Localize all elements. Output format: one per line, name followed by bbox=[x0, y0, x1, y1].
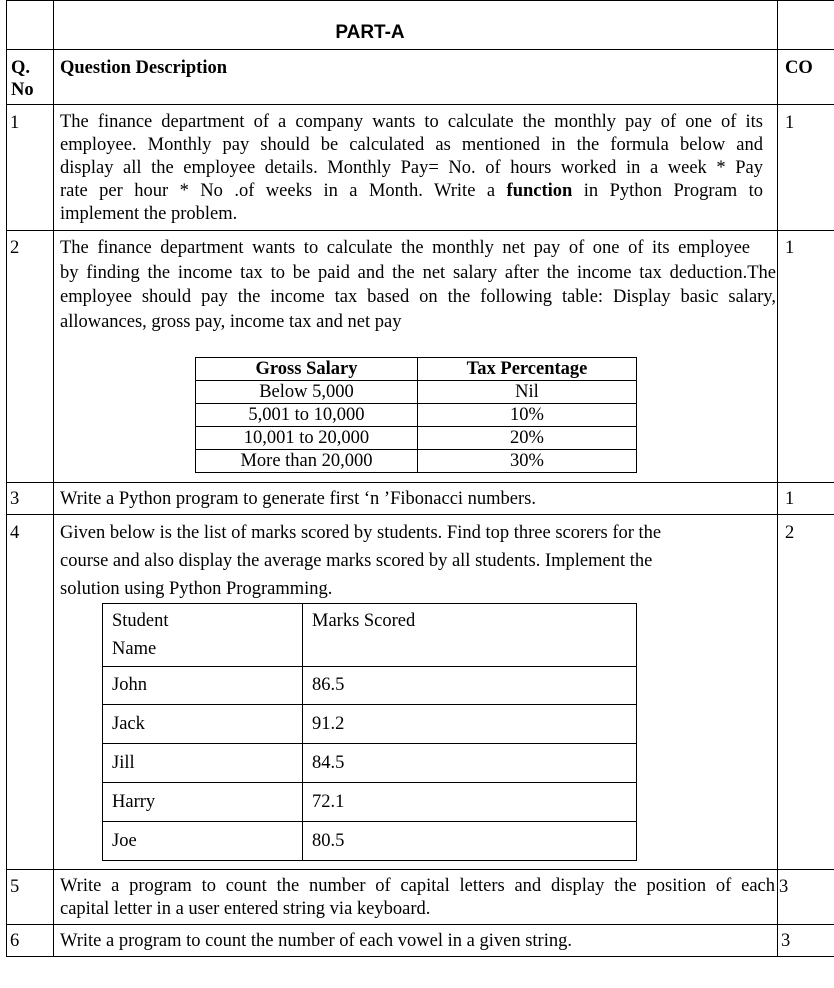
question-co: 2 bbox=[785, 523, 795, 543]
table-cell: 86.5 bbox=[303, 667, 637, 705]
text-segment: in Python Program to bbox=[583, 181, 764, 201]
table-header-cell: Marks Scored bbox=[303, 604, 637, 667]
grid-left-border bbox=[6, 0, 7, 957]
question-number: 3 bbox=[10, 489, 20, 509]
table-cell: Jack bbox=[103, 705, 303, 744]
description-header: Question Description bbox=[60, 58, 228, 78]
table-row bbox=[103, 783, 637, 822]
table-cell: Below 5,000 bbox=[196, 381, 418, 404]
tax-table bbox=[195, 357, 637, 473]
text-line: Write a program to count the number of capital letters and display the position of each bbox=[60, 876, 775, 896]
text-line: implement the problem. bbox=[60, 204, 238, 224]
grid-qno-divider bbox=[53, 0, 54, 957]
question-co: 3 bbox=[779, 877, 789, 897]
table-cell: 91.2 bbox=[303, 705, 637, 744]
table-row bbox=[196, 427, 637, 450]
text-line: employee. Monthly pay should be calculated as mentioned in the formula below and bbox=[60, 135, 763, 155]
table-cell: Joe bbox=[103, 822, 303, 861]
question-number: 5 bbox=[10, 877, 20, 897]
table-cell: More than 20,000 bbox=[196, 450, 418, 473]
question-4-line: solution using Python Programming. bbox=[60, 579, 333, 599]
qno-header bbox=[11, 57, 34, 101]
table-header-row bbox=[196, 358, 637, 381]
table-cell: 84.5 bbox=[303, 744, 637, 783]
grid-line bbox=[6, 104, 834, 105]
table-row bbox=[103, 744, 637, 783]
table-row bbox=[196, 381, 637, 404]
table-cell: 30% bbox=[418, 450, 637, 473]
grid-bottom-line bbox=[6, 956, 834, 957]
table-row bbox=[196, 450, 637, 473]
question-6-text: Write a program to count the number of each vowel in a given string. bbox=[60, 931, 572, 951]
qno-header-line2: No bbox=[11, 80, 34, 100]
qno-header-line1: Q. bbox=[11, 58, 31, 78]
table-cell: Harry bbox=[103, 783, 303, 822]
question-co: 1 bbox=[785, 113, 795, 133]
grid-line bbox=[6, 869, 834, 870]
text-line: capital letter in a user entered string via keyboard. bbox=[60, 899, 431, 919]
table-cell: 20% bbox=[418, 427, 637, 450]
table-cell: 10,001 to 20,000 bbox=[196, 427, 418, 450]
text-line: The finance department wants to calculate the monthly net pay of one of its employee bbox=[60, 238, 750, 258]
question-co: 1 bbox=[785, 489, 795, 509]
text-line-composite bbox=[60, 180, 763, 203]
grid-line bbox=[6, 482, 834, 483]
table-cell: 10% bbox=[418, 404, 637, 427]
function-keyword: function bbox=[506, 181, 573, 201]
question-co: 3 bbox=[781, 931, 791, 951]
grid-top-line bbox=[6, 0, 834, 1]
table-cell: 80.5 bbox=[303, 822, 637, 861]
question-co: 1 bbox=[785, 238, 795, 258]
grid-line bbox=[6, 49, 834, 50]
grid-line bbox=[6, 230, 834, 231]
header-line: Student bbox=[112, 611, 169, 631]
grid-line bbox=[6, 924, 834, 925]
grid-line bbox=[6, 514, 834, 515]
table-cell: Jill bbox=[103, 744, 303, 783]
header-line: Name bbox=[112, 639, 157, 659]
table-header-cell bbox=[103, 604, 303, 667]
table-row bbox=[196, 404, 637, 427]
question-3-text: Write a Python program to generate first ‘n ’Fibonacci numbers. bbox=[60, 489, 537, 509]
question-number: 4 bbox=[10, 523, 20, 543]
table-header-row bbox=[103, 604, 637, 667]
text-line: The finance department of a company wants to calculate the monthly pay of one of its bbox=[60, 112, 763, 132]
text-line: allowances, gross pay, income tax and net pay bbox=[60, 311, 402, 332]
question-2-text bbox=[60, 236, 776, 334]
table-header-cell: Gross Salary bbox=[196, 358, 418, 381]
question-number: 6 bbox=[10, 931, 20, 951]
question-1-text bbox=[60, 111, 763, 226]
table-row bbox=[103, 822, 637, 861]
table-cell: 5,001 to 10,000 bbox=[196, 404, 418, 427]
table-cell: 72.1 bbox=[303, 783, 637, 822]
text-line: employee should pay the income tax based on the following table: Display basic salary, bbox=[60, 287, 776, 307]
question-number: 1 bbox=[10, 113, 20, 133]
part-title: PART-A bbox=[335, 22, 405, 43]
text-line: by finding the income tax to be paid and the net salary after the income tax deduction.The bbox=[60, 262, 776, 283]
question-5-text bbox=[60, 875, 775, 921]
table-header-cell: Tax Percentage bbox=[418, 358, 637, 381]
table-cell: Nil bbox=[418, 381, 637, 404]
question-number: 2 bbox=[10, 238, 20, 258]
grid-co-divider bbox=[777, 0, 778, 957]
co-header: CO bbox=[785, 58, 813, 78]
table-row bbox=[103, 705, 637, 744]
table-row bbox=[103, 667, 637, 705]
text-line: display all the employee details. Monthly Pay= No. of hours worked in a week * Pay bbox=[60, 158, 763, 178]
table-cell: John bbox=[103, 667, 303, 705]
question-4-line: Given below is the list of marks scored by students. Find top three scorers for the bbox=[60, 523, 662, 543]
marks-table bbox=[102, 603, 637, 861]
question-4-line: course and also display the average marks scored by all students. Implement the bbox=[60, 551, 653, 571]
text-segment: rate per hour * No .of weeks in a Month. Write a bbox=[60, 181, 496, 201]
